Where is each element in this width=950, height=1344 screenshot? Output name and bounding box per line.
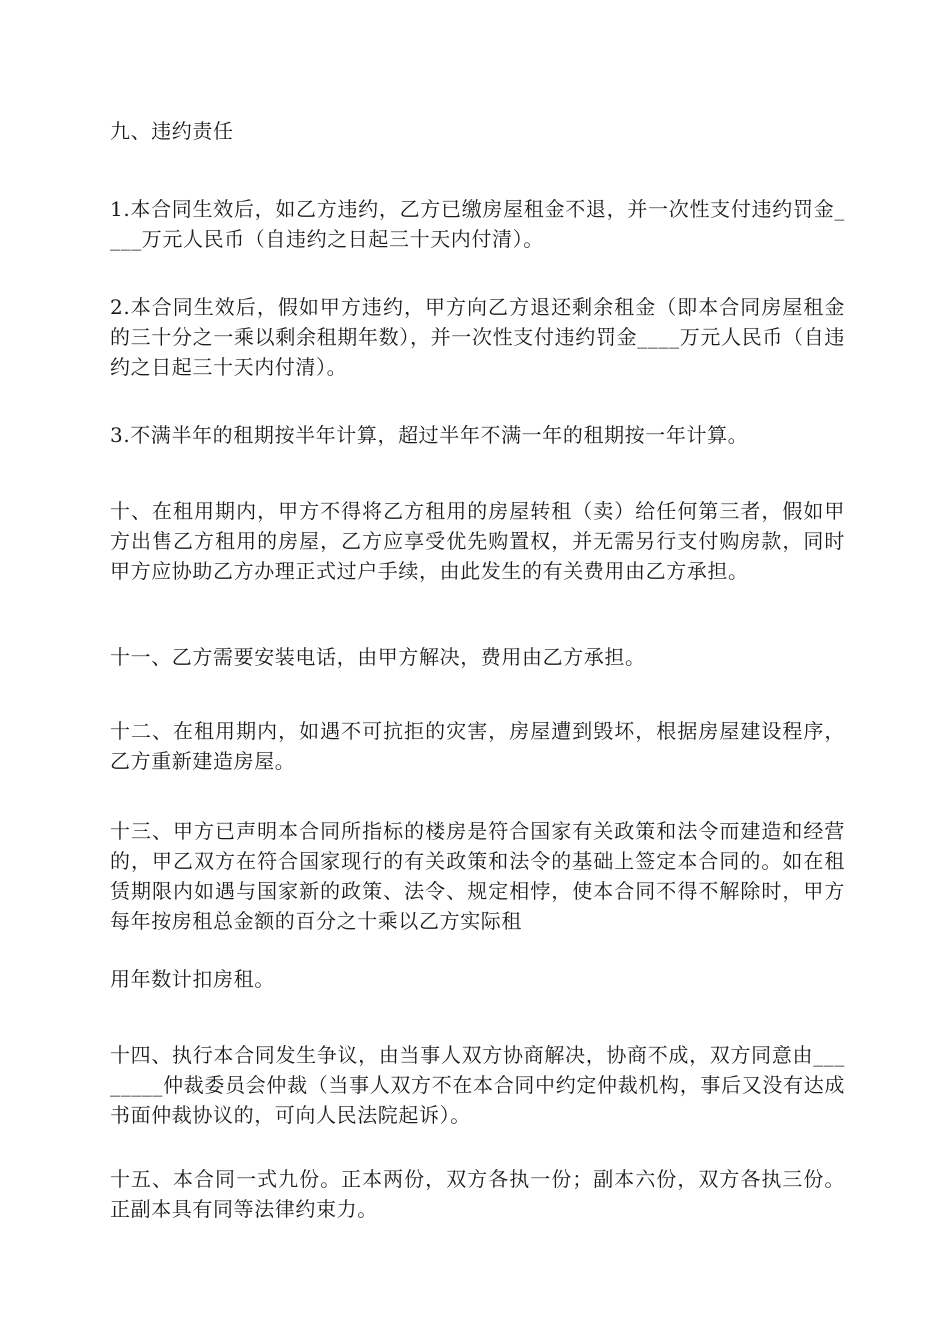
- clause-13-paragraph: 十三、甲方已声明本合同所指标的楼房是符合国家有关政策和法令而建造和经营的，甲乙双方在符合国家现行的有关政策和法令的基础上签定本合同的。如在租赁期限内如遇与国家新的政策、法令、规定相悖，使本合同不得不解除时，甲方每年按房租总金额的百分之十乘以乙方实际租: [110, 819, 845, 933]
- clause-11-paragraph: 十一、乙方需要安装电话，由甲方解决，费用由乙方承担。: [110, 645, 646, 669]
- clause-9-1-paragraph: 1.本合同生效后，如乙方违约，乙方已缴房屋租金不退，并一次性支付违约罚金____万元人民币（自违约之日起三十天内付清）。: [110, 197, 845, 251]
- clause-13-continuation: 用年数计扣房租。: [110, 967, 275, 991]
- clause-15-paragraph: 十五、本合同一式九份。正本两份，双方各执一份；副本六份，双方各执三份。正副本具有同等法律约束力。: [110, 1167, 845, 1221]
- section-heading-breach-liability: 九、违约责任: [110, 119, 234, 143]
- clause-14-paragraph: 十四、执行本合同发生争议，由当事人双方协商解决，协商不成，双方同意由________仲裁委员会仲裁（当事人双方不在本合同中约定仲裁机构，事后又没有达成书面仲裁协议的，可向人民法院起诉）。: [110, 1043, 845, 1127]
- clause-9-2-paragraph: 2.本合同生效后，假如甲方违约，甲方向乙方退还剩余租金（即本合同房屋租金的三十分之一乘以剩余租期年数），并一次性支付违约罚金____万元人民币（自违约之日起三十天内付清）。: [110, 295, 845, 379]
- clause-10-paragraph: 十、在租用期内，甲方不得将乙方租用的房屋转租（卖）给任何第三者，假如甲方出售乙方租用的房屋，乙方应享受优先购置权，并无需另行支付购房款，同时甲方应协助乙方办理正式过户手续，由此发生的有关费用由乙方承担。: [110, 499, 845, 583]
- clause-9-3-paragraph: 3.不满半年的租期按半年计算，超过半年不满一年的租期按一年计算。: [110, 423, 749, 447]
- clause-12-paragraph: 十二、在租用期内，如遇不可抗拒的灾害，房屋遭到毁坏，根据房屋建设程序，乙方重新建造房屋。: [110, 719, 845, 773]
